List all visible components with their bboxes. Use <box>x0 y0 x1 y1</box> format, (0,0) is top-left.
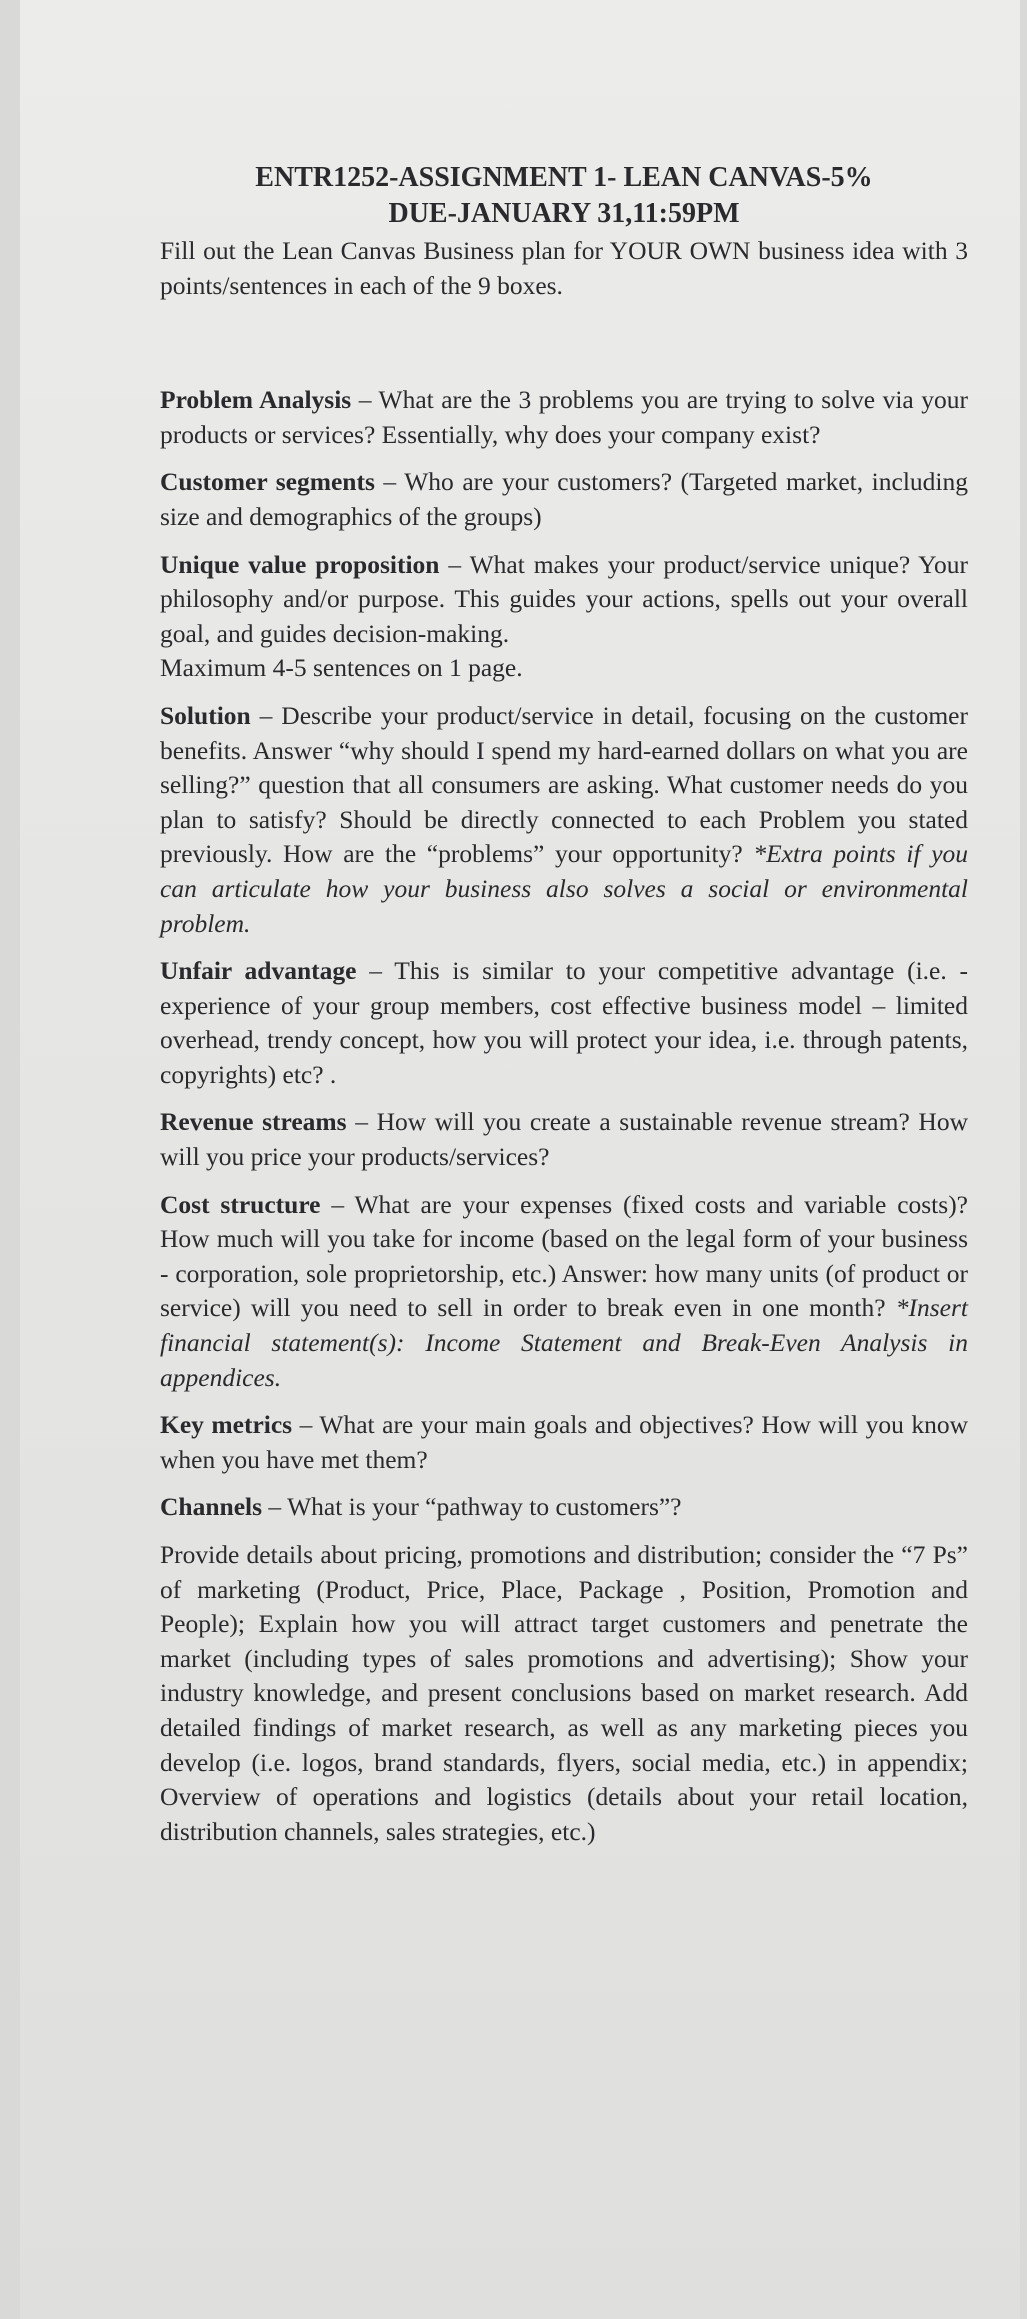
section-text: – What are your main goals and objectives? How will you know when you have met them? <box>160 1410 968 1474</box>
section-text: – What is your “pathway to customers”? <box>262 1492 682 1522</box>
section-label: Solution <box>160 700 251 730</box>
section-text: – This is similar to your competitive advantage (i.e. - experience of your group members, cost effective business model – limited overhead, trendy concept, how you will protect your idea, i.e. through patents, copyrights) etc? . <box>160 956 968 1089</box>
section-label: Cost structure <box>160 1189 321 1219</box>
section-cost-structure <box>160 1188 968 1396</box>
section-solution <box>160 699 968 941</box>
assignment-title: ENTR1252-ASSIGNMENT 1- LEAN CANVAS-5% <box>255 162 873 193</box>
section-label: Problem Analysis <box>160 385 352 415</box>
due-date: DUE-JANUARY 31,11:59PM <box>388 198 740 229</box>
section-unfair-advantage <box>160 954 968 1092</box>
section-unique-value <box>160 548 968 652</box>
section-revenue-streams <box>160 1105 968 1174</box>
length-note: Maximum 4-5 sentences on 1 page. <box>160 653 523 683</box>
section-label: Customer segments <box>160 467 375 497</box>
intro-paragraph: Fill out the Lean Canvas Business plan for YOUR OWN business idea with 3 points/sentences in each of the 9 boxes. <box>160 236 968 300</box>
section-text: – What makes your product/service unique? Your philosophy and/or purpose. This guides your actions, spells out your overall goal, and guides decision-making. <box>160 549 969 648</box>
section-text: – Who are your customers? (Targeted market, including size and demographics of the groups) <box>160 467 968 531</box>
financial-statement-note: *Insert financial statement(s): Income Statement and Break-Even Analysis in appendices. <box>160 1293 968 1392</box>
assignment-document <box>160 160 968 1849</box>
section-label: Unfair advantage <box>160 956 357 986</box>
section-customer-segments <box>160 465 968 534</box>
closing-paragraph: Provide details about pricing, promotions and distribution; consider the “7 Ps” of marketing (Product, Price, Place, Package , Position, Promotion and People); Explain how you will attract target customers and penetrate the market (including types of sales promotions and advertising); Show your industry knowledge, and present conclusions based on market research. Add detailed findings of market research, as well as any marketing pieces you develop (i.e. logos, brand standards, flyers, social media, etc.) in appendix; Overview of operations and logistics (details about your retail location, distribution channels, sales strategies, etc.) <box>160 1540 968 1846</box>
section-text: – What are your expenses (fixed costs and variable costs)? How much will you take for income (based on the legal form of your business - corporation, sole proprietorship, etc.) Answer: how many units (of product or service) will you need to sell in order to break even in one month? <box>160 1189 968 1323</box>
section-text: – Describe your product/service in detail, focusing on the customer benefits. Answer “why should I spend my hard-earned dollars on what you are selling?” question that all consumers are asking. What customer needs do you plan to satisfy? Should be directly connected to each Problem you stated previously. How are the “problems” your opportunity? <box>160 700 968 869</box>
section-text: – What are the 3 problems you are trying to solve via your products or services? Essentially, why does your company exist? <box>160 385 968 449</box>
section-label: Channels <box>160 1492 263 1522</box>
section-channels <box>160 1490 968 1525</box>
section-label: Key metrics <box>160 1410 293 1440</box>
section-label: Revenue streams <box>160 1107 347 1137</box>
section-key-metrics <box>160 1408 968 1477</box>
section-problem <box>160 383 968 452</box>
document-page <box>20 0 1020 2319</box>
extra-points-note: *Extra points if you can articulate how your business also solves a social or environmental problem. <box>160 839 969 938</box>
section-text: – How will you create a sustainable revenue stream? How will you price your products/services? <box>160 1107 968 1172</box>
section-label: Unique value proposition <box>160 549 440 579</box>
